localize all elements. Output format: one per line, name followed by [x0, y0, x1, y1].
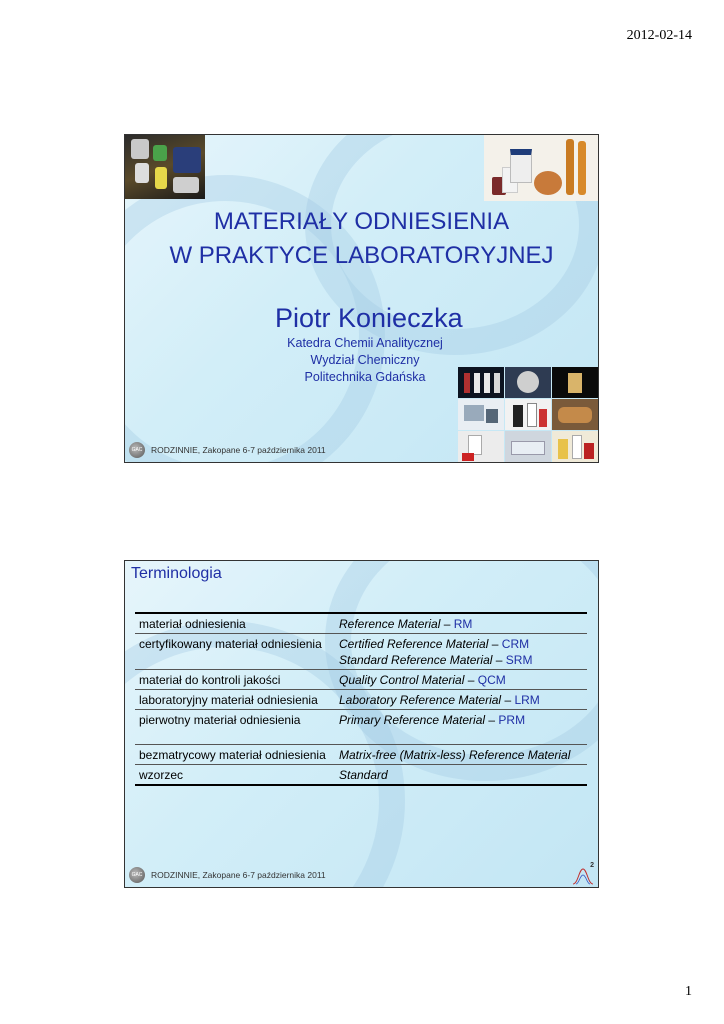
table-row: [135, 613, 587, 634]
affiliation-department: Katedra Chemii Analitycznej: [287, 336, 443, 350]
title-line-2: W PRAKTYCE LABORATORYJNEJ: [169, 242, 554, 269]
product-photo: [552, 431, 598, 462]
product-photo: [458, 431, 504, 462]
slide-heading: Terminologia: [131, 565, 222, 582]
table-row: [135, 745, 587, 765]
english-term: Laboratory Reference Material – LRM: [335, 690, 587, 710]
author-name: Piotr Konieczka: [275, 303, 463, 333]
product-photo: [505, 431, 551, 462]
affiliation: [275, 335, 455, 386]
table-row: [135, 634, 587, 670]
institution-logo-icon: GAC: [129, 442, 145, 458]
institution-logo-icon: GAC: [129, 867, 145, 883]
slide-title: [125, 205, 598, 273]
abbreviation: LRM: [514, 693, 540, 707]
table-row: [135, 690, 587, 710]
chromatogram-peak-icon: [572, 867, 594, 885]
table-row: [135, 670, 587, 690]
english-term: Reference Material – RM: [339, 617, 473, 631]
page-date: 2012-02-14: [626, 28, 692, 43]
abbreviation: SRM: [505, 653, 533, 667]
abbreviation: PRM: [498, 713, 526, 727]
english-term: Certified Reference Material – CRM Standard Reference Material – SRM: [335, 634, 587, 670]
vials-and-ampoules-photo: [484, 135, 598, 201]
product-photo: [505, 367, 551, 398]
polish-term: laboratoryjny materiał odniesienia: [135, 690, 335, 710]
abbreviation: CRM: [501, 637, 530, 651]
english-term: Matrix-free (Matrix-less) Reference Material: [335, 745, 587, 765]
table-row: [135, 710, 587, 745]
slide-1: [124, 134, 599, 463]
slide-2: [124, 560, 599, 888]
affiliation-faculty: Wydział Chemiczny: [310, 353, 420, 367]
slide-footer: [129, 442, 326, 458]
table-row: [135, 765, 587, 786]
product-photo: [552, 367, 598, 398]
polish-term: materiał odniesienia: [139, 617, 246, 631]
english-term: Standard: [335, 765, 587, 786]
product-photo-grid: [458, 367, 598, 462]
title-line-1: MATERIAŁY ODNIESIENIA: [213, 208, 510, 235]
product-photo: [458, 367, 504, 398]
slide-number: 2: [590, 862, 594, 869]
english-term: Quality Control Material – QCM: [335, 670, 587, 690]
polish-term: materiał do kontroli jakości: [135, 670, 335, 690]
product-photo: [552, 399, 598, 430]
slide-footer: [129, 867, 326, 883]
polish-term: bezmatrycowy materiał odniesienia: [135, 745, 335, 765]
abbreviation: RM: [453, 617, 473, 631]
polish-term: certyfikowany materiał odniesienia: [135, 634, 335, 670]
footer-text: RODZINNIE, Zakopane 6-7 października 2011: [151, 870, 326, 880]
english-term: Primary Reference Material – PRM: [335, 710, 587, 745]
terminology-table: [135, 612, 587, 786]
footer-text: RODZINNIE, Zakopane 6-7 października 2011: [151, 445, 326, 455]
product-photo: [458, 399, 504, 430]
page-number: 1: [685, 984, 692, 999]
affiliation-university: Politechnika Gdańska: [304, 370, 426, 384]
product-photo: [505, 399, 551, 430]
abbreviation: QCM: [477, 673, 506, 687]
polish-term: pierwotny materiał odniesienia: [135, 710, 335, 745]
reference-materials-photo: [125, 135, 205, 199]
polish-term: wzorzec: [135, 765, 335, 786]
